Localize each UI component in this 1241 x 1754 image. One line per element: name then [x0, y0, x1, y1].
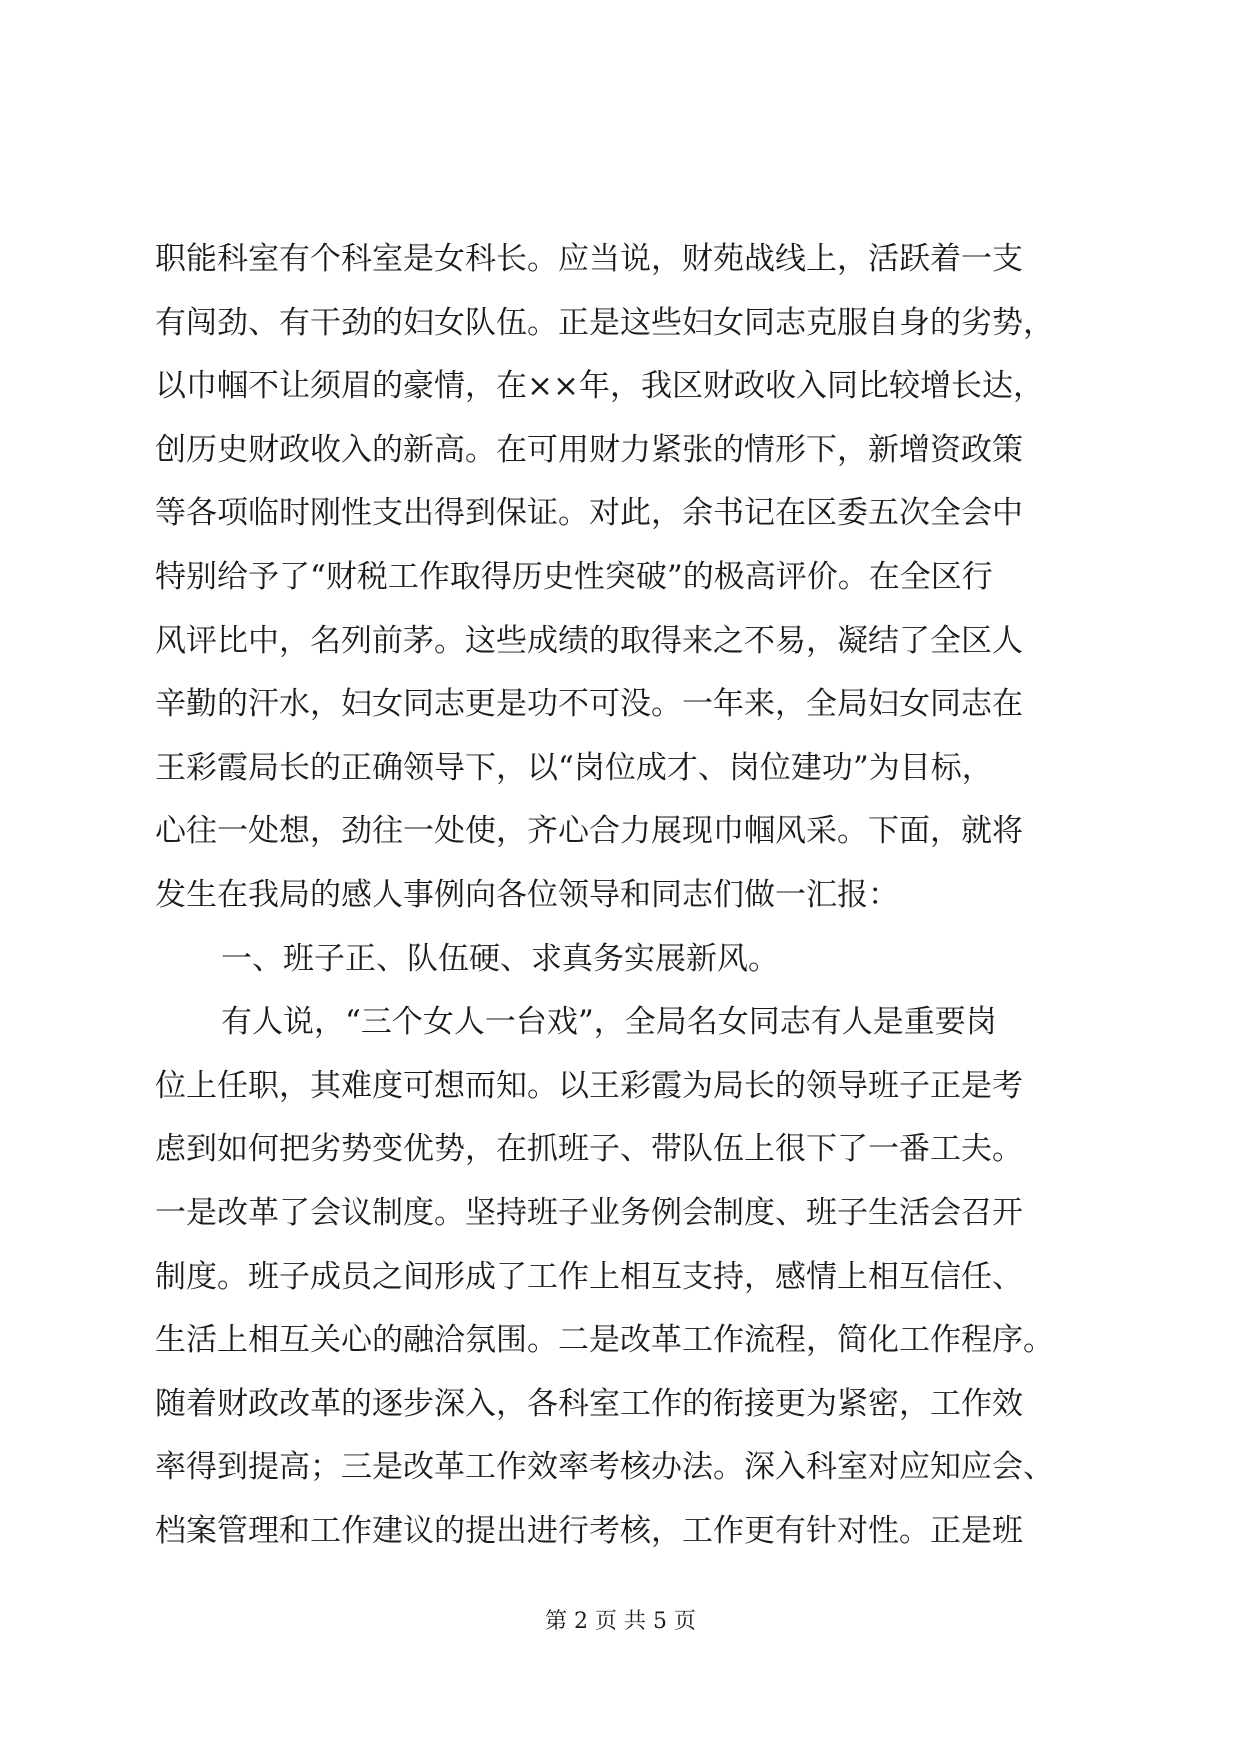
text-line: 职能科室有个科室是女科长。应当说，财苑战线上，活跃着一支	[155, 241, 1023, 277]
text-line: 心往一处想，劲往一处使，齐心合力展现巾帼风采。下面，就将	[155, 813, 1023, 850]
text-line: 以巾帼不让须眉的豪情，在××年，我区财政收入同比较增长达，	[155, 368, 1044, 405]
body-text	[155, 228, 1090, 1563]
text-line: 等各项临时刚性支出得到保证。对此，余书记在区委五次全会中	[155, 495, 1023, 532]
page-number-footer: 第 2 页 共 5 页	[545, 1609, 696, 1634]
text-line: 发生在我局的感人事例向各位领导和同志们做一汇报：	[155, 876, 899, 913]
text-line: 率得到提高；三是改革工作效率考核办法。深入科室对应知应会、	[155, 1449, 1054, 1486]
text-line: 有人说，“三个女人一台戏”，全局名女同志有人是重要岗	[221, 1004, 997, 1041]
text-line: 创历史财政收入的新高。在可用财力紧张的情形下，新增资政策	[155, 431, 1023, 468]
text-line: 风评比中，名列前茅。这些成绩的取得来之不易，凝结了全区人	[155, 622, 1023, 659]
text-line: 生活上相互关心的融洽氛围。二是改革工作流程，简化工作程序。	[155, 1322, 1054, 1359]
text-line: 特别给予了“财税工作取得历史性突破”的极高评价。在全区行	[155, 558, 993, 595]
text-line: 王彩霞局长的正确领导下，以“岗位成才、岗位建功”为目标，	[155, 749, 993, 786]
text-line: 制度。班子成员之间形成了工作上相互支持，感情上相互信任、	[155, 1258, 1023, 1295]
text-line: 虑到如何把劣势变优势，在抓班子、带队伍上很下了一番工夫。	[155, 1131, 1023, 1168]
text-line: 随着财政改革的逐步深入，各科室工作的衔接更为紧密，工作效	[155, 1385, 1023, 1422]
text-line: 位上任职，其难度可想而知。以王彩霞为局长的领导班子正是考	[155, 1067, 1023, 1104]
text-line: 一是改革了会议制度。坚持班子业务例会制度、班子生活会召开	[155, 1194, 1023, 1231]
text-line: 档案管理和工作建议的提出进行考核，工作更有针对性。正是班	[155, 1512, 1023, 1549]
section-heading: 一、班子正、队伍硬、求真务实展新风。	[221, 940, 779, 977]
text-line: 辛勤的汗水，妇女同志更是功不可没。一年来，全局妇女同志在	[155, 686, 1023, 723]
text-line: 有闯劲、有干劲的妇女队伍。正是这些妇女同志克服自身的劣势，	[155, 304, 1054, 341]
